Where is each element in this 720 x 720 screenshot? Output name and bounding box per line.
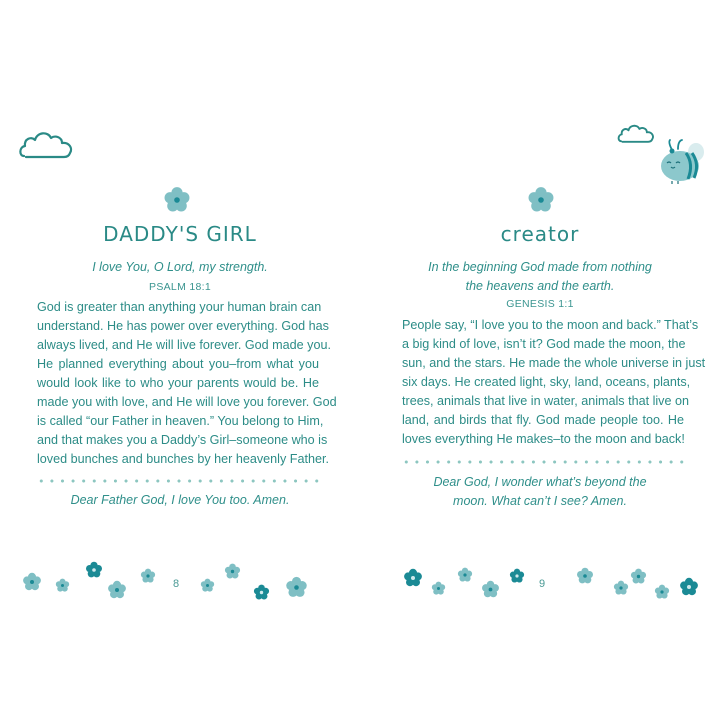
flower-icon	[403, 568, 423, 588]
body-line: loved bunches and bunches by her heavenly Father.	[37, 452, 329, 466]
prayer	[0, 491, 360, 510]
body-line: loves everything He makes–to the moon and back!	[402, 432, 685, 446]
body-line: sun, and the stars. He made the whole universe in just	[402, 356, 706, 370]
flower-icon	[85, 561, 103, 579]
flower-icon	[654, 584, 670, 600]
prayer	[360, 473, 720, 511]
page-title: DADDY'S GIRL	[103, 222, 257, 246]
flower-icon	[107, 580, 127, 600]
body-line: People say, “I love you to the moon and back.” That’s	[402, 318, 699, 332]
flower-icon	[509, 568, 525, 584]
dotted-divider	[36, 479, 322, 483]
right-page	[360, 0, 720, 720]
flower-icon	[140, 568, 156, 584]
flower-icon	[163, 186, 191, 214]
flower-icon	[253, 584, 270, 601]
flower-icon	[527, 186, 555, 214]
bee-icon	[658, 138, 708, 186]
body-line: made you with love, and He will love you forever. God	[37, 395, 337, 409]
page-number: 8	[173, 578, 180, 590]
body-line: land, and birds that fly. God made people too. He	[402, 413, 684, 427]
verse-line: In the beginning God made from nothing	[428, 260, 652, 274]
flower-icon	[576, 567, 594, 585]
page-number: 9	[539, 578, 546, 590]
flower-icon	[22, 572, 42, 592]
body-line: and that makes you a Daddy’s Girl–someone who is	[37, 433, 328, 447]
scripture-reference: GENESIS 1:1	[506, 298, 574, 310]
dotted-divider	[401, 460, 687, 464]
body-line: trees, animals that live in water, animals that live on	[402, 394, 689, 408]
prayer-line: Dear God, I wonder what’s beyond the	[433, 475, 647, 489]
scripture-verse: I love You, O Lord, my strength.	[92, 260, 268, 274]
flower-icon	[224, 563, 241, 580]
body-line: always lived, and He will live forever. God made you.	[37, 338, 331, 352]
flower-icon	[431, 581, 446, 596]
prayer-line: moon. What can’t I see? Amen.	[453, 494, 627, 508]
cloud-icon	[617, 122, 655, 144]
devotional-body	[402, 316, 706, 449]
flower-icon	[679, 577, 699, 597]
body-line: would look like to who your parents would be. He	[37, 376, 319, 390]
body-line: is called “our Father in heaven.” You belong to Him,	[37, 414, 324, 428]
flower-icon	[613, 580, 629, 596]
scripture-reference: PSALM 18:1	[149, 281, 211, 293]
body-line: God is greater than anything your human brain can	[37, 300, 322, 314]
flower-icon	[457, 567, 473, 583]
prayer-line: Dear Father God, I love You too. Amen.	[70, 493, 290, 507]
flower-icon	[630, 568, 647, 585]
devotional-body	[37, 298, 337, 469]
page-title: creator	[500, 222, 580, 246]
body-line: understand. He has power over everything. God has	[37, 319, 329, 333]
flower-icon	[55, 578, 70, 593]
verse-line: the heavens and the earth.	[465, 279, 615, 293]
body-line: six days. He created light, sky, land, oceans, plants,	[402, 375, 691, 389]
body-line: He planned everything about you–from what you	[37, 357, 319, 371]
scripture-verse	[360, 258, 720, 296]
body-line: a big kind of love, isn’t it? God made the moon, the	[402, 337, 686, 351]
cloud-icon	[18, 128, 74, 160]
flower-icon	[200, 578, 215, 593]
flower-icon	[285, 576, 308, 599]
flower-icon	[481, 580, 500, 599]
